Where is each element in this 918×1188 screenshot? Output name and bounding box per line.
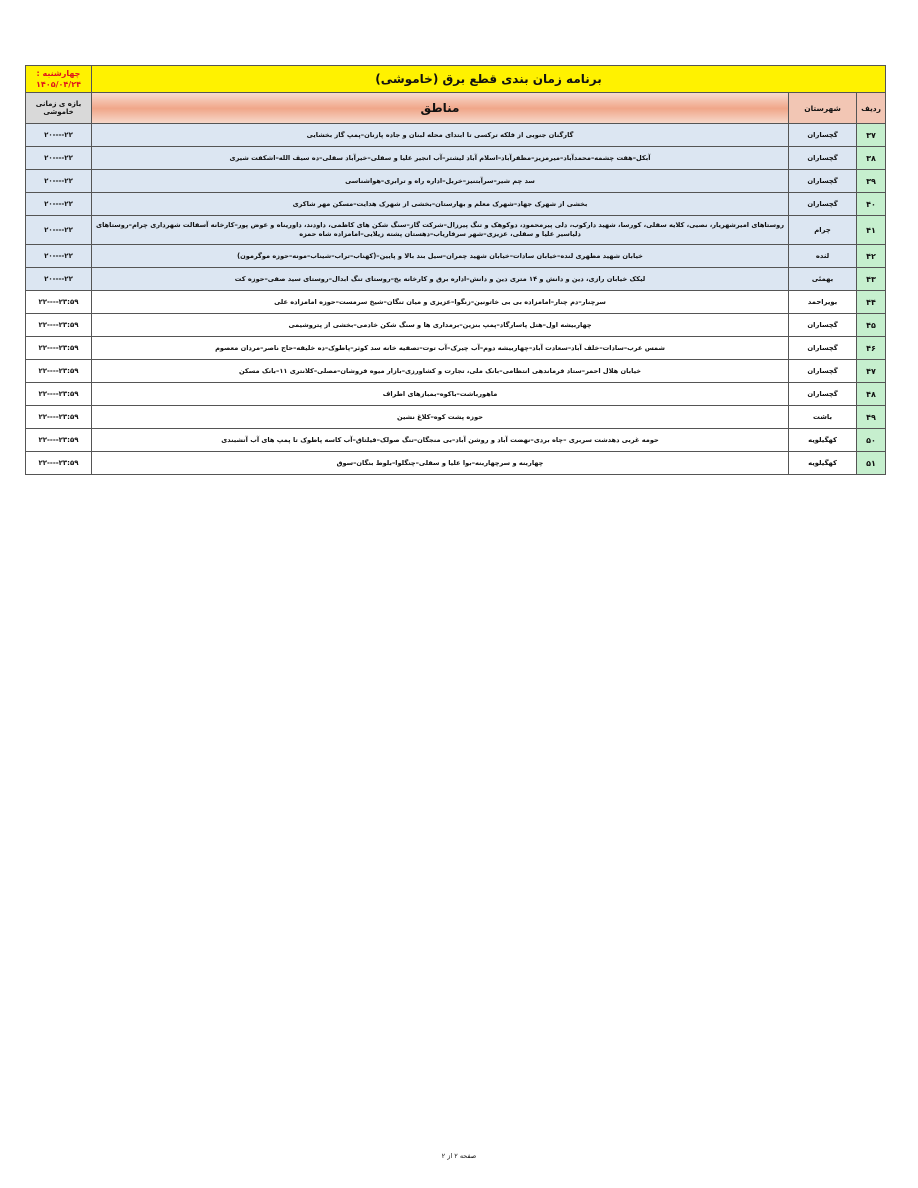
col-header-row: ردیف — [857, 93, 886, 124]
table-row — [26, 216, 886, 245]
row-number-cell: ۴۷ — [857, 360, 886, 383]
date-label: ۱۴۰۵/۰۴/۲۴ — [36, 80, 81, 89]
table-row — [26, 406, 886, 429]
areas-cell: خیابان شهید مطهری لنده–خیابان سادات–خیابان شهید چمران–سیل بند بالا و پایین–(کهناب–تراب–شیناب–مونه–حوزه موگرمون) — [92, 245, 789, 268]
period-cell: ۲۲----۲۳:۵۹ — [26, 429, 92, 452]
table-row — [26, 124, 886, 147]
areas-cell: حوزه پشت کوه–کلاغ نشین — [92, 406, 789, 429]
areas-cell: خیابان هلال احمر–ستاد فرماندهی انتظامی–بانک ملی، تجارت و کشاورزی–بازار میوه فروشان–مصلی–کلانتری ۱۱–بانک مسکن — [92, 360, 789, 383]
city-cell: لنده — [789, 245, 857, 268]
row-number-cell: ۴۱ — [857, 216, 886, 245]
areas-cell: آبکل–هفت چشمه–محمدآباد–میرمزیز–مظفرآباد–اسلام آباد لیشتر–آب انجیر علیا و سفلی–خیرآباد سفلی–ده سیف الله–اشکفت شیری — [92, 147, 789, 170]
date-cell — [26, 66, 92, 93]
period-cell: ۲۲----۲۳:۵۹ — [26, 383, 92, 406]
period-cell: ۲۲----۲۳:۵۹ — [26, 314, 92, 337]
city-cell: گچساران — [789, 383, 857, 406]
period-cell: ۲۲----۲۳:۵۹ — [26, 406, 92, 429]
table-row — [26, 291, 886, 314]
areas-cell: ماهورباشت–باکوه–بمبازهای اطراف — [92, 383, 789, 406]
period-cell: ۲۰----۲۲ — [26, 268, 92, 291]
city-cell: کهگیلویه — [789, 452, 857, 475]
row-number-cell: ۵۰ — [857, 429, 886, 452]
areas-cell: چهاربنه و سرچهاربنه–بوا علیا و سفلی–چنگلوا–بلوط بنگان–سوق — [92, 452, 789, 475]
row-number-cell: ۴۵ — [857, 314, 886, 337]
row-number-cell: ۳۷ — [857, 124, 886, 147]
table-row — [26, 268, 886, 291]
city-cell: گچساران — [789, 124, 857, 147]
period-cell: ۲۰----۲۲ — [26, 193, 92, 216]
row-number-cell: ۳۸ — [857, 147, 886, 170]
areas-cell: گارگنان جنوبی از فلکه ترکسی تا ابتدای محله لبنان و جاده پازنان–پمپ گاز بخشایی — [92, 124, 789, 147]
period-cell: ۲۲----۲۳:۵۹ — [26, 452, 92, 475]
table-row — [26, 429, 886, 452]
row-number-cell: ۵۱ — [857, 452, 886, 475]
schedule-title: برنامه زمان بندی قطع برق (خاموشی) — [92, 66, 886, 93]
row-number-cell: ۴۸ — [857, 383, 886, 406]
table-row — [26, 245, 886, 268]
areas-cell: روستاهای امیرشهریار، نصیی، کلایه سفلی، کورسا، شهید دارکوب، دلی پیرمحمود، دوکوهک و تنگ پیرزال–شرکت گاز–سنگ شکن های کاظمی، داودند، داوریناه و عوض پور–کارخانه آسفالت شهرداری چرام–روستاهای دلیاسیر علیا و سفلی، عزیزی–شهر سرفاریاب–دهستان پشته زیلایی–امامزاده شاه حمزه — [92, 216, 789, 245]
period-cell: ۲۰----۲۲ — [26, 216, 92, 245]
table-row — [26, 193, 886, 216]
day-label: چهارشنبه : — [36, 69, 81, 78]
page-footer: صفحه ۲ از ۲ — [441, 1152, 477, 1160]
row-number-cell: ۴۳ — [857, 268, 886, 291]
areas-cell: لیکک خیابان رازی، دین و دانش و ۱۴ متری دین و دانش–اداره برق و کارخانه یخ–روستای تنگ ابدال–روستای سید صفی–حوزه کت — [92, 268, 789, 291]
period-cell: ۲۰----۲۲ — [26, 170, 92, 193]
areas-cell: سرچنار–دم چنار–امامزاده بی بی خاتونین–زنگوا–عزیزی و میان تنگان–شیخ سرمست–حوزه امامزاده علی — [92, 291, 789, 314]
period-cell: ۲۲----۲۳:۵۹ — [26, 291, 92, 314]
city-cell: گچساران — [789, 193, 857, 216]
period-cell: ۲۰----۲۲ — [26, 147, 92, 170]
areas-cell: سد چم شیر–سرآبتنیز–خربل–اداره راه و ترابری–هواشناسی — [92, 170, 789, 193]
row-number-cell: ۴۲ — [857, 245, 886, 268]
col-header-period: بازه ی زمانی خاموشی — [26, 93, 92, 124]
col-header-areas: مناطق — [92, 93, 789, 124]
city-cell: بهمئی — [789, 268, 857, 291]
row-number-cell: ۴۶ — [857, 337, 886, 360]
period-cell: ۲۲----۲۳:۵۹ — [26, 337, 92, 360]
city-cell: گچساران — [789, 360, 857, 383]
row-number-cell: ۴۴ — [857, 291, 886, 314]
city-cell: گچساران — [789, 170, 857, 193]
areas-cell: شمس عرب–سادات–خلف آباد–سعادت آباد–چهاربیشه دوم–آب چیرک–آب توت–تصفیه خانه سد کوثر–پاطوک–ده خلیفه–حاج ناصر–مردان معصوم — [92, 337, 789, 360]
row-number-cell: ۳۹ — [857, 170, 886, 193]
outage-schedule-table — [25, 65, 886, 475]
table-row — [26, 170, 886, 193]
table-row — [26, 383, 886, 406]
table-row — [26, 360, 886, 383]
table-body — [26, 124, 886, 475]
table-row — [26, 147, 886, 170]
city-cell: گچساران — [789, 337, 857, 360]
period-cell: ۲۰----۲۲ — [26, 245, 92, 268]
areas-cell: حومه غربی دهدشت سربری –چاه بردی–نهضت آباد و روشن آباد–بی منجگان–تنگ صولک–قیلتاق–آب کاسه پاطوک تا پمپ های آب آتشبندی — [92, 429, 789, 452]
city-cell: بویراحمد — [789, 291, 857, 314]
table-row — [26, 314, 886, 337]
table-row — [26, 337, 886, 360]
city-cell: کهگیلویه — [789, 429, 857, 452]
col-header-city: شهرستان — [789, 93, 857, 124]
header-row — [26, 93, 886, 124]
period-cell: ۲۰----۲۲ — [26, 124, 92, 147]
table-row — [26, 452, 886, 475]
row-number-cell: ۴۰ — [857, 193, 886, 216]
row-number-cell: ۴۹ — [857, 406, 886, 429]
areas-cell: چهاربیشه اول–هتل پاسارگاد–پمپ بنزین–برمداری ها و سنگ شکن خادمی–بخشی از پتروشیمی — [92, 314, 789, 337]
city-cell: گچساران — [789, 314, 857, 337]
city-cell: چرام — [789, 216, 857, 245]
city-cell: باشت — [789, 406, 857, 429]
period-cell: ۲۲----۲۳:۵۹ — [26, 360, 92, 383]
city-cell: گچساران — [789, 147, 857, 170]
areas-cell: بخشی از شهرک جهاد–شهرک معلم و بهارستان–بخشی از شهرک هدایت–مسکن مهر شاکری — [92, 193, 789, 216]
